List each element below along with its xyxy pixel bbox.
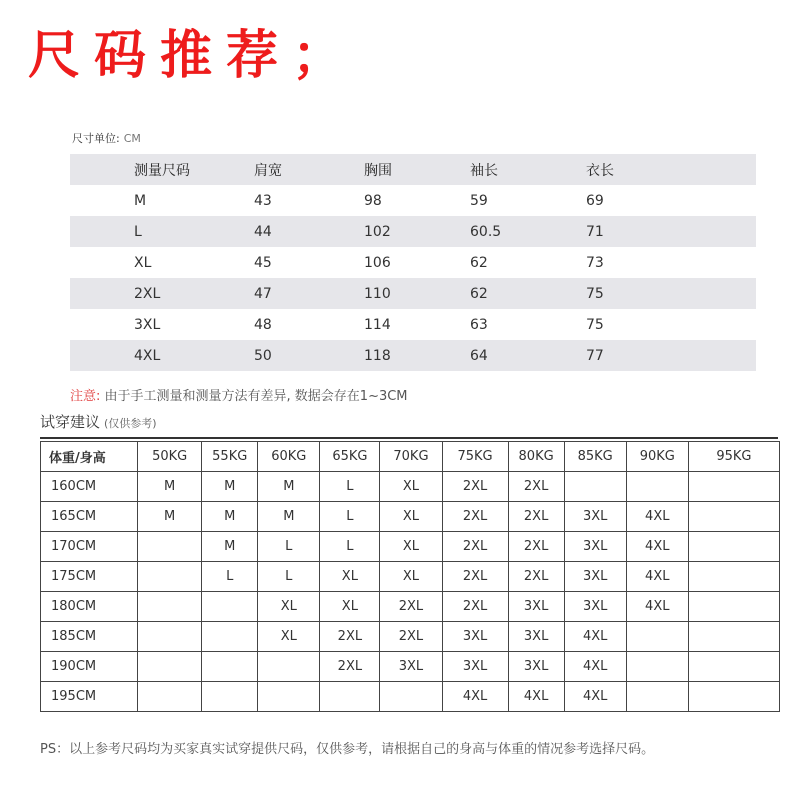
- fit-table-cell: XL: [380, 502, 442, 532]
- fit-table-weight-header: 70KG: [380, 442, 442, 472]
- fit-table-cell: 2XL: [508, 532, 564, 562]
- fit-table-cell: 3XL: [508, 592, 564, 622]
- size-chart-size: 4XL: [134, 347, 161, 364]
- fit-table-header-row: [41, 442, 780, 472]
- size-chart-cell: 62: [470, 254, 488, 271]
- fit-advice-heading: [40, 411, 157, 432]
- fit-table-weight-header: 60KG: [258, 442, 320, 472]
- size-chart-cell: 71: [586, 223, 604, 240]
- fit-table-row: [41, 682, 780, 712]
- fit-table-cell: [138, 622, 202, 652]
- fit-table-cell: [380, 682, 442, 712]
- fit-table-cell: M: [138, 472, 202, 502]
- size-chart-cell: 62: [470, 285, 488, 302]
- fit-table-cell: [688, 592, 779, 622]
- fit-table-weight-header: 75KG: [442, 442, 508, 472]
- fit-table-cell: 3XL: [564, 562, 626, 592]
- fit-table-cell: [202, 592, 258, 622]
- size-chart-cell: 43: [254, 192, 272, 209]
- fit-table-row: [41, 592, 780, 622]
- size-chart-cell: 75: [586, 316, 604, 333]
- size-chart-spacer: [70, 154, 134, 185]
- fit-table-cell: [202, 682, 258, 712]
- note-label: 注意:: [70, 389, 101, 404]
- fit-advice-title: 试穿建议: [40, 413, 101, 431]
- fit-table-cell: [688, 682, 779, 712]
- size-chart-cell: 98: [364, 192, 382, 209]
- fit-table-cell: XL: [380, 562, 442, 592]
- fit-table-cell: [138, 592, 202, 622]
- fit-table-cell: 4XL: [626, 532, 688, 562]
- fit-table-height: 160CM: [41, 472, 138, 502]
- fit-table-weight-header: 80KG: [508, 442, 564, 472]
- size-chart-header-row: [70, 154, 756, 185]
- size-chart-spacer: [70, 340, 134, 371]
- fit-table-row: [41, 532, 780, 562]
- fit-table-cell: XL: [380, 532, 442, 562]
- size-chart-cell: 48: [254, 316, 272, 333]
- fit-table-row: [41, 562, 780, 592]
- fit-table-cell: 2XL: [442, 562, 508, 592]
- size-chart-header: 袖长: [470, 162, 498, 179]
- fit-table-cell: L: [320, 472, 380, 502]
- fit-table-cell: [138, 682, 202, 712]
- fit-table-cell: [138, 532, 202, 562]
- size-chart-size: XL: [134, 254, 152, 271]
- fit-table-cell: [202, 622, 258, 652]
- fit-table-row: [41, 622, 780, 652]
- fit-table-row: [41, 652, 780, 682]
- fit-table-cell: 2XL: [508, 472, 564, 502]
- fit-table-cell: 3XL: [442, 652, 508, 682]
- size-chart-cell: 45: [254, 254, 272, 271]
- note-text: 由于手工测量和测量方法有差异, 数据会存在1~3CM: [104, 389, 408, 404]
- size-chart-header: 衣长: [586, 162, 614, 179]
- fit-table-weight-header: 65KG: [320, 442, 380, 472]
- fit-table-cell: M: [138, 502, 202, 532]
- fit-advice-subtitle: (仅供参考): [104, 417, 157, 430]
- fit-table-cell: 4XL: [564, 682, 626, 712]
- fit-table-height: 180CM: [41, 592, 138, 622]
- fit-table-cell: M: [202, 502, 258, 532]
- fit-table-cell: 2XL: [508, 562, 564, 592]
- fit-table-cell: [626, 682, 688, 712]
- fit-table-cell: L: [202, 562, 258, 592]
- size-chart-spacer: [70, 247, 134, 278]
- fit-table-cell: 2XL: [442, 472, 508, 502]
- fit-table-cell: L: [258, 532, 320, 562]
- size-chart-size: L: [134, 223, 142, 240]
- size-chart-spacer: [70, 309, 134, 340]
- fit-table-cell: 4XL: [564, 622, 626, 652]
- fit-table-cell: [688, 622, 779, 652]
- fit-table-cell: 2XL: [320, 652, 380, 682]
- fit-table-cell: [564, 472, 626, 502]
- size-chart-row: [70, 216, 756, 247]
- fit-table-weight-header: 95KG: [688, 442, 779, 472]
- fit-table-cell: L: [258, 562, 320, 592]
- size-chart-table: [70, 154, 756, 371]
- page-title: 尺码推荐；: [28, 25, 359, 86]
- size-chart-size: M: [134, 192, 147, 209]
- fit-table-cell: XL: [258, 592, 320, 622]
- size-chart-size: 3XL: [134, 316, 161, 333]
- fit-table-cell: 2XL: [380, 622, 442, 652]
- size-chart-row: [70, 309, 756, 340]
- fit-table-cell: [202, 652, 258, 682]
- size-chart-row: [70, 247, 756, 278]
- fit-table-height: 175CM: [41, 562, 138, 592]
- fit-table-cell: 3XL: [508, 622, 564, 652]
- fit-table-cell: [626, 652, 688, 682]
- fit-table-cell: [626, 472, 688, 502]
- size-chart-cell: 63: [470, 316, 488, 333]
- fit-table-cell: XL: [320, 562, 380, 592]
- fit-table-cell: 3XL: [508, 652, 564, 682]
- size-chart-cell: 64: [470, 347, 488, 364]
- fit-table-cell: 4XL: [626, 562, 688, 592]
- fit-table-cell: 4XL: [508, 682, 564, 712]
- fit-table-cell: 2XL: [442, 532, 508, 562]
- size-chart-cell: 118: [364, 347, 391, 364]
- size-chart-spacer: [70, 185, 134, 216]
- fit-table-cell: 2XL: [508, 502, 564, 532]
- fit-table-cell: 3XL: [380, 652, 442, 682]
- fit-table-cell: XL: [258, 622, 320, 652]
- ps-note: PS：以上参考尺码均为买家真实试穿提供尺码，仅供参考，请根据自己的身高与体重的情况参考选择尺码。: [40, 742, 655, 757]
- fit-table-cell: [626, 622, 688, 652]
- size-chart-cell: 77: [586, 347, 604, 364]
- size-chart-cell: 102: [364, 223, 391, 240]
- fit-table-weight-header: 55KG: [202, 442, 258, 472]
- fit-recommendation-table: [40, 441, 780, 712]
- fit-table-weight-header: 50KG: [138, 442, 202, 472]
- fit-table-cell: [138, 562, 202, 592]
- fit-table-height: 170CM: [41, 532, 138, 562]
- fit-table-cell: XL: [320, 592, 380, 622]
- fit-table-cell: L: [320, 502, 380, 532]
- fit-table-cell: [320, 682, 380, 712]
- fit-table-cell: M: [202, 472, 258, 502]
- unit-label: [72, 130, 141, 146]
- size-chart-cell: 110: [364, 285, 391, 302]
- unit-value: CM: [123, 132, 141, 145]
- size-chart-cell: 50: [254, 347, 272, 364]
- fit-table-cell: 3XL: [564, 592, 626, 622]
- size-chart-cell: 47: [254, 285, 272, 302]
- fit-table-cell: 3XL: [564, 532, 626, 562]
- fit-table-cell: 4XL: [626, 502, 688, 532]
- fit-table-row: [41, 472, 780, 502]
- fit-table-cell: [688, 532, 779, 562]
- fit-table-cell: M: [258, 502, 320, 532]
- fit-table-cell: [258, 682, 320, 712]
- size-chart-cell: 73: [586, 254, 604, 271]
- size-chart-header: 肩宽: [254, 162, 282, 179]
- size-chart-spacer: [70, 216, 134, 247]
- fit-table-cell: 4XL: [626, 592, 688, 622]
- fit-table-height: 190CM: [41, 652, 138, 682]
- fit-table-cell: 2XL: [380, 592, 442, 622]
- fit-table-weight-header: 90KG: [626, 442, 688, 472]
- fit-table-corner: 体重/身高: [41, 442, 138, 472]
- fit-table-cell: [688, 472, 779, 502]
- fit-table-cell: 3XL: [442, 622, 508, 652]
- unit-label-text: 尺寸单位:: [72, 132, 120, 145]
- divider: [40, 437, 778, 439]
- size-chart-cell: 75: [586, 285, 604, 302]
- size-chart-size: 2XL: [134, 285, 161, 302]
- fit-table-cell: L: [320, 532, 380, 562]
- fit-table-cell: 2XL: [320, 622, 380, 652]
- fit-table-cell: 4XL: [442, 682, 508, 712]
- size-chart-row: [70, 278, 756, 309]
- size-chart-spacer: [70, 278, 134, 309]
- fit-table-weight-header: 85KG: [564, 442, 626, 472]
- fit-table-cell: XL: [380, 472, 442, 502]
- fit-table-cell: [688, 502, 779, 532]
- fit-table-cell: 2XL: [442, 592, 508, 622]
- size-chart-cell: 69: [586, 192, 604, 209]
- fit-table-height: 165CM: [41, 502, 138, 532]
- fit-table-row: [41, 502, 780, 532]
- size-chart-cell: 44: [254, 223, 272, 240]
- size-chart-cell: 106: [364, 254, 391, 271]
- measurement-note: [70, 385, 408, 404]
- size-chart-cell: 60.5: [470, 223, 502, 240]
- fit-table-cell: [688, 562, 779, 592]
- fit-table-height: 185CM: [41, 622, 138, 652]
- size-chart-cell: 114: [364, 316, 391, 333]
- fit-table-cell: M: [258, 472, 320, 502]
- fit-table-cell: [688, 652, 779, 682]
- size-chart-row: [70, 340, 756, 371]
- size-chart-header: 胸围: [364, 162, 392, 179]
- fit-table-cell: M: [202, 532, 258, 562]
- fit-table-height: 195CM: [41, 682, 138, 712]
- fit-table-cell: 2XL: [442, 502, 508, 532]
- fit-table-cell: [138, 652, 202, 682]
- size-chart-header: 测量尺码: [134, 162, 190, 179]
- fit-table-cell: [258, 652, 320, 682]
- fit-table-cell: 4XL: [564, 652, 626, 682]
- fit-table-cell: 3XL: [564, 502, 626, 532]
- size-chart-cell: 59: [470, 192, 488, 209]
- size-chart-row: [70, 185, 756, 216]
